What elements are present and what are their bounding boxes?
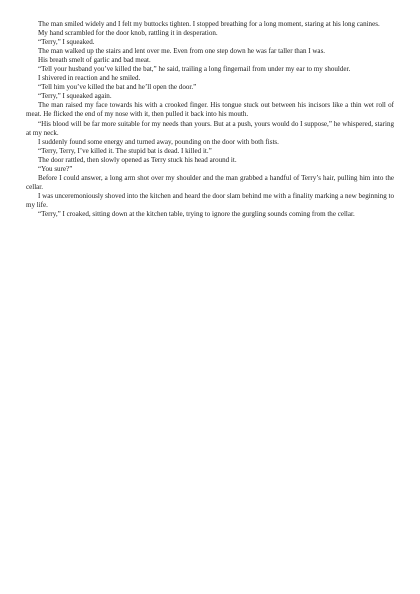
paragraph: “His blood will be far more suitable for my needs than yours. But at a push, yours would do I suppose,” he whispered, staring at my neck. (26, 119, 394, 137)
paragraph: I suddenly found some energy and turned away, pounding on the door with both fists. (38, 137, 279, 146)
paragraph: I shivered in reaction and he smiled. (38, 74, 141, 83)
paragraph: His breath smelt of garlic and bad meat. (38, 56, 151, 65)
paragraph: The man raised my face towards his with a crooked finger. His tongue stuck out between his incisors like a thin wet roll of meat. He flicked the end of my nose with it, then pulled it back into his mouth. (26, 101, 394, 119)
paragraph: “Tell him you’ve killed the bat and he’ll open the door.” (38, 83, 197, 92)
paragraph: The man walked up the stairs and lent over me. Even from one step down he was far taller than I was. (38, 47, 326, 56)
paragraph: “Terry,” I squeaked. (38, 38, 95, 47)
paragraph: “Terry,” I squeaked again. (38, 92, 112, 101)
paragraph: “Terry, Terry, I’ve killed it. The stupid bat is dead. I killed it.” (38, 146, 212, 155)
paragraph: The man smiled widely and I felt my buttocks tighten. I stopped breathing for a long moment, staring at his long canines. (38, 20, 380, 28)
paragraph: The door rattled, then slowly opened as Terry stuck his head around it. (38, 155, 237, 164)
paragraph: “You sure?” (38, 164, 73, 173)
paragraph: My hand scrambled for the door knob, rattling it in desperation. (38, 29, 218, 38)
paragraph: “Tell your husband you’ve killed the bat,” he said, trailing a long fingernail from under my ear to my shoulder. (38, 65, 351, 74)
paragraph: Before I could answer, a long arm shot over my shoulder and the man grabbed a handful of Terry’s hair, pulling him into the cellar. (26, 173, 394, 191)
paragraph: I was unceremoniously shoved into the kitchen and heard the door slam behind me with a finality marking a new beginning to my life. (26, 191, 394, 209)
paragraph: “Terry,” I croaked, sitting down at the kitchen table, trying to ignore the gurgling sounds coming from the cellar. (38, 209, 355, 218)
story-text (26, 20, 394, 219)
